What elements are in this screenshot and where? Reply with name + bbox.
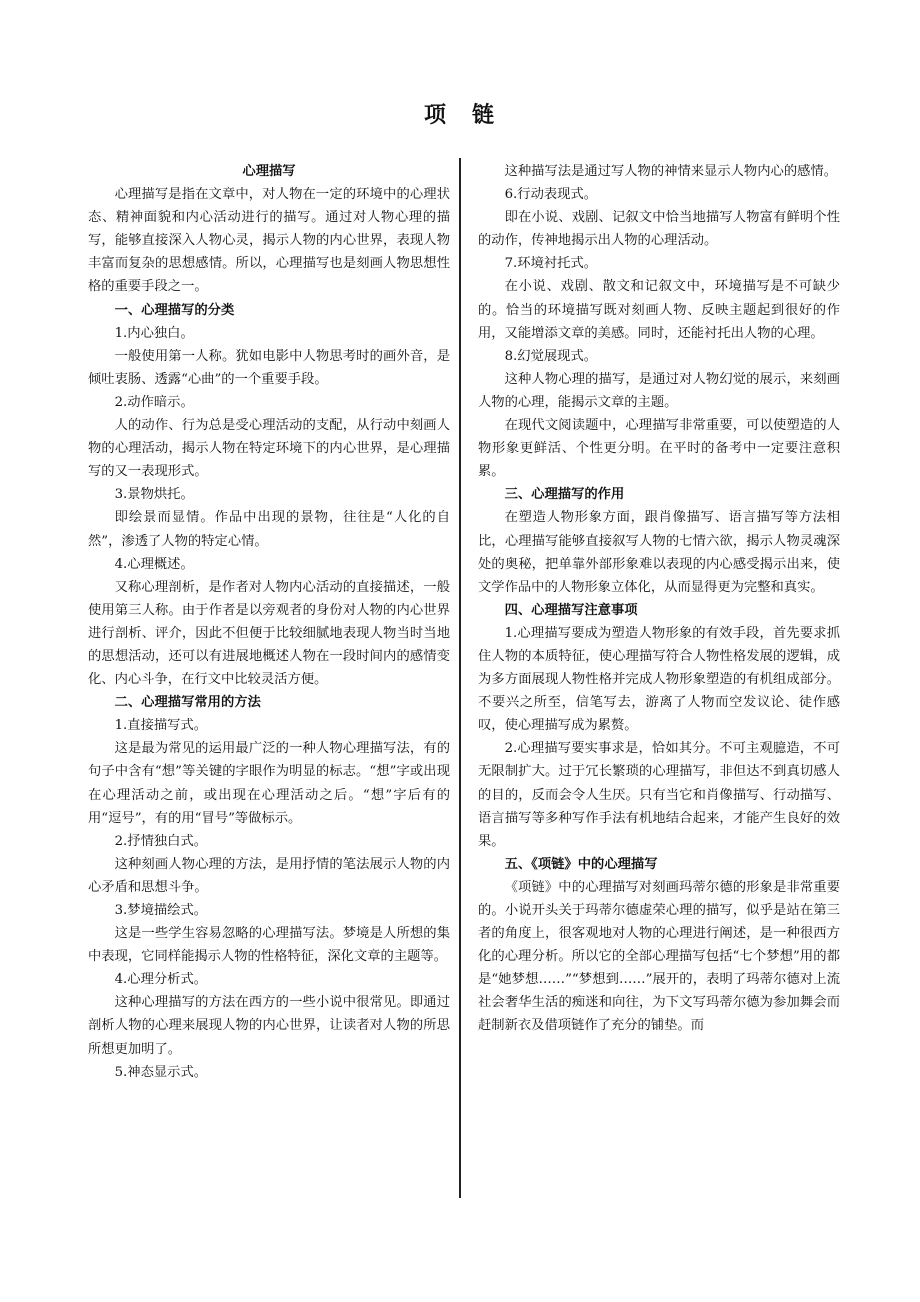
page-title: 项 链 bbox=[423, 103, 496, 128]
list-item-text: 这种人物心理的描写，是通过对人物幻觉的展示，来刻画人物的心理，能揭示文章的主题。 bbox=[478, 371, 840, 410]
section-paragraph: 《项链》中的心理描写对刻画玛蒂尔德的形象是非常重要的。小说开头关于玛蒂尔德虚荣心理的描写，似乎是站在第三者的角度上，很客观地对人物的心理进行阐述，是一种很西方化的心理分析。所以它的全部心理描写包括“七个梦想”用的都是“她梦想……”“梦想到……”展开的，表明了玛蒂尔德对上流社会奢华生活的痴迷和向往，为下文写玛蒂尔德为参加舞会而赶制新衣及借项链作了充分的铺垫。而 bbox=[478, 879, 840, 1034]
list-item-text: 这种描写法是通过写人物的神情来显示人物内心的感情。 bbox=[504, 164, 838, 179]
left-column bbox=[88, 160, 450, 1084]
article-heading: 心理描写 bbox=[242, 164, 296, 179]
list-item-title: 3.景物烘托。 bbox=[114, 487, 194, 503]
section-paragraph: 在塑造人物形象方面，跟肖像描写、语言描写等方法相比，心理描写能够直接叙写人物的七情六欲，揭示人物灵魂深处的奥秘，把单靠外部形象难以表现的内心感受揭示出来，使文学作品中的人物形象立体化，从而显得更为完整和真实。 bbox=[478, 510, 840, 595]
column-divider bbox=[459, 158, 461, 1198]
list-item-title: 2.动作暗示。 bbox=[114, 394, 194, 410]
list-item-text: 这种刻画人物心理的方法，是用抒情的笔法展示人物的内心矛盾和思想斗争。 bbox=[88, 856, 450, 895]
list-item-text: 即绘景而显情。作品中出现的景物，往往是“人化的自然”，渗透了人物的特定心情。 bbox=[88, 510, 450, 549]
section-heading-notes: 四、心理描写注意事项 bbox=[504, 602, 638, 618]
intro-paragraph: 心理描写是指在文章中，对人物在一定的环境中的心理状态、精神面貌和内心活动进行的描写。通过对人物心理的描写，能够直接深入人物心灵，揭示人物的内心世界，表现人物丰富而复杂的思想感情。所以，心理描写也是刻画人物思想性格的重要手段之一。 bbox=[88, 187, 450, 295]
list-item-title: 2.抒情独白式。 bbox=[114, 833, 208, 849]
list-item-text: 在小说、戏剧、散文和记叙文中，环境描写是不可缺少的。恰当的环境描写既对刻画人物、反映主题起到很好的作用，又能增添文章的美感。同时，还能衬托出人物的心理。 bbox=[478, 279, 840, 341]
list-item-title: 5.神态显示式。 bbox=[114, 1064, 208, 1080]
list-item-title: 6.行动表现式。 bbox=[504, 187, 598, 203]
section-heading-necklace: 五、《项链》中的心理描写 bbox=[504, 856, 658, 872]
list-item-title: 4.心理分析式。 bbox=[114, 972, 208, 988]
section-heading-methods: 二、心理描写常用的方法 bbox=[114, 695, 261, 711]
list-item-text: 2.心理描写要实事求是，恰如其分。不可主观臆造，不可无限制扩大。过于冗长繁琐的心理描写，非但达不到真切感人的目的，反而会令人生厌。只有当它和肖像描写、行动描写、语言描写等多种写作手法有机地结合起来，才能产生良好的效果。 bbox=[478, 741, 840, 849]
list-item-text: 即在小说、戏剧、记叙文中恰当地描写人物富有鲜明个性的动作，传神地揭示出人物的心理活动。 bbox=[478, 210, 840, 249]
list-item-text: 这是最为常见的运用最广泛的一种人物心理描写法，有的句子中含有“想”等关键的字眼作为明显的标志。“想”字或出现在心理活动之前，或出现在心理活动之后。“想”字后有的用“逗号”，有的用“冒号”等做标示。 bbox=[88, 741, 450, 826]
list-item-title: 1.内心独白。 bbox=[114, 325, 194, 341]
list-item-title: 1.直接描写式。 bbox=[114, 718, 208, 734]
list-item-text: 1.心理描写要成为塑造人物形象的有效手段，首先要求抓住人物的本质特征，使心理描写符合人物性格发展的逻辑，成为多方面展现人物性格并完成人物形象塑造的有机组成部分。不要兴之所至，信笔写去，游离了人物而空发议论、徒作感叹，使心理描写成为累赘。 bbox=[478, 625, 840, 734]
list-item-title: 8.幻觉展现式。 bbox=[504, 348, 598, 364]
list-item-text: 这是一些学生容易忽略的心理描写法。梦境是人所想的集中表现，它同样能揭示人物的性格特征，深化文章的主题等。 bbox=[88, 926, 450, 965]
list-item-text: 人的动作、行为总是受心理活动的支配，从行动中刻画人物的心理活动，揭示人物在特定环境下的内心世界，是心理描写的又一表现形式。 bbox=[88, 418, 450, 480]
list-item-title: 7.环境衬托式。 bbox=[504, 256, 598, 272]
section-heading-classification: 一、心理描写的分类 bbox=[114, 302, 235, 318]
section-heading-function: 三、心理描写的作用 bbox=[504, 487, 625, 503]
list-item-title: 4.心理概述。 bbox=[114, 556, 194, 572]
list-item-text: 又称心理剖析，是作者对人物内心活动的直接描述，一般使用第三人称。由于作者是以旁观者的身份对人物的内心世界进行剖析、评介，因此不但便于比较细腻地表现人物当时当地的思想活动，还可以有进展地概述人物在一段时间内的感情变化、内心斗争，在行文中比较灵活方便。 bbox=[88, 579, 450, 688]
summary-paragraph: 在现代文阅读题中，心理描写非常重要，可以使塑造的人物形象更鲜活、个性更分明。在平时的备考中一定要注意积累。 bbox=[478, 418, 840, 480]
list-item-title: 3.梦境描绘式。 bbox=[114, 903, 208, 918]
right-column bbox=[478, 160, 840, 1038]
list-item-text: 这种心理描写的方法在西方的一些小说中很常见。即通过剖析人物的心理来展现人物的内心世界，让读者对人物的所思所想更加明了。 bbox=[88, 995, 450, 1057]
list-item-text: 一般使用第一人称。犹如电影中人物思考时的画外音，是倾吐衷肠、透露“心曲”的一个重要手段。 bbox=[88, 348, 450, 387]
